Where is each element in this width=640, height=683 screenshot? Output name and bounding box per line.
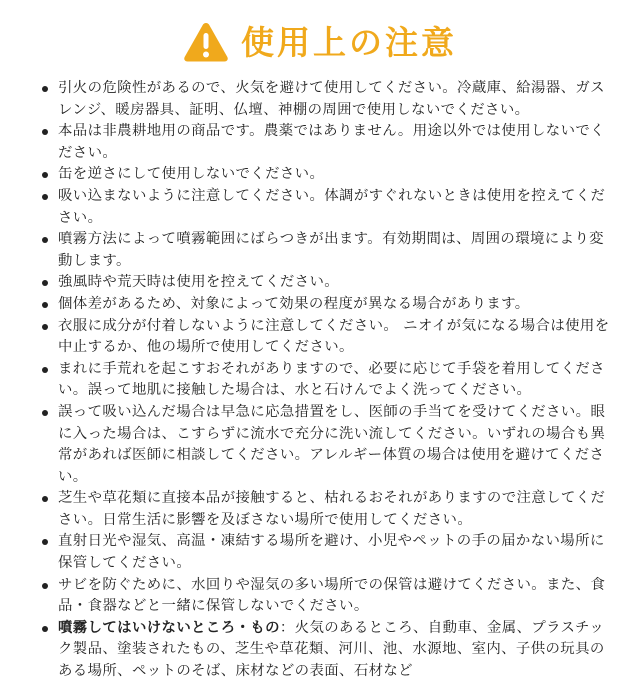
list-item: まれに手荒れを起こすおそれがありますので、必要に応じて手袋を着用してください。誤って地肌に接触した場合は、水と石けんでよく洗ってください。 — [44, 359, 616, 402]
list-item: 缶を逆さにして使用しないでください。 — [44, 164, 616, 186]
prohibited-text: ：火気のあるところ、自動車、金属、プラスチック製品、塗装されたもの、芝生や草花類、河川、池、水源地、室内、子供の玩具のある場所、ペットのそば、床材などの表面、石材など — [58, 619, 605, 680]
warning-icon — [183, 21, 229, 63]
list-item: 直射日光や湿気、高温・凍結する場所を避け、小児やペットの手の届かない場所に保管してください。 — [44, 531, 616, 574]
list-item: 芝生や草花類に直接本品が接触すると、枯れるおそれがありますので注意してください。日常生活に影響を及ぼさない場所で使用してください。 — [44, 488, 616, 531]
header — [0, 14, 640, 70]
list-item: 本品は非農耕地用の商品です。農薬ではありません。用途以外では使用しないでください。 — [44, 121, 616, 164]
list-item: サビを防ぐために、水回りや湿気の多い場所での保管は避けてください。また、食品・食器などと一緒に保管しないでください。 — [44, 575, 616, 618]
prohibited-heading: 噴霧してはいけないところ・もの — [58, 619, 280, 636]
list-item: 誤って吸い込んだ場合は早急に応急措置をし、医師の手当てを受けてください。眼に入った場合は、こすらずに流水で充分に洗い流してください。いずれの場合も異常があれば医師に相談してください。アレルギー体質の場合は使用を避けてください。 — [44, 402, 616, 488]
list-item: 強風時や荒天時は使用を控えてください。 — [44, 272, 616, 294]
list-item: 衣服に成分が付着しないように注意してください。 ニオイが気になる場合は使用を中止するか、他の場所で使用してください。 — [44, 316, 616, 359]
list-item: 吸い込まないように注意してください。体調がすぐれないときは使用を控えてください。 — [44, 186, 616, 229]
list-item: 噴霧方法によって噴霧範囲にばらつきが出ます。有効期間は、周囲の環境により変動します。 — [44, 229, 616, 272]
list-item: 引火の危険性があるので、火気を避けて使用してください。冷蔵庫、給湯器、ガスレンジ、暖房器具、証明、仏壇、神棚の周囲で使用しないでください。 — [44, 78, 616, 121]
page-title: 使用上の注意 — [241, 22, 457, 62]
list-item-spray-prohibited — [44, 618, 616, 683]
list-item: 個体差があるため、対象によって効果の程度が異なる場合があります。 — [44, 294, 616, 316]
caution-list — [44, 78, 616, 683]
